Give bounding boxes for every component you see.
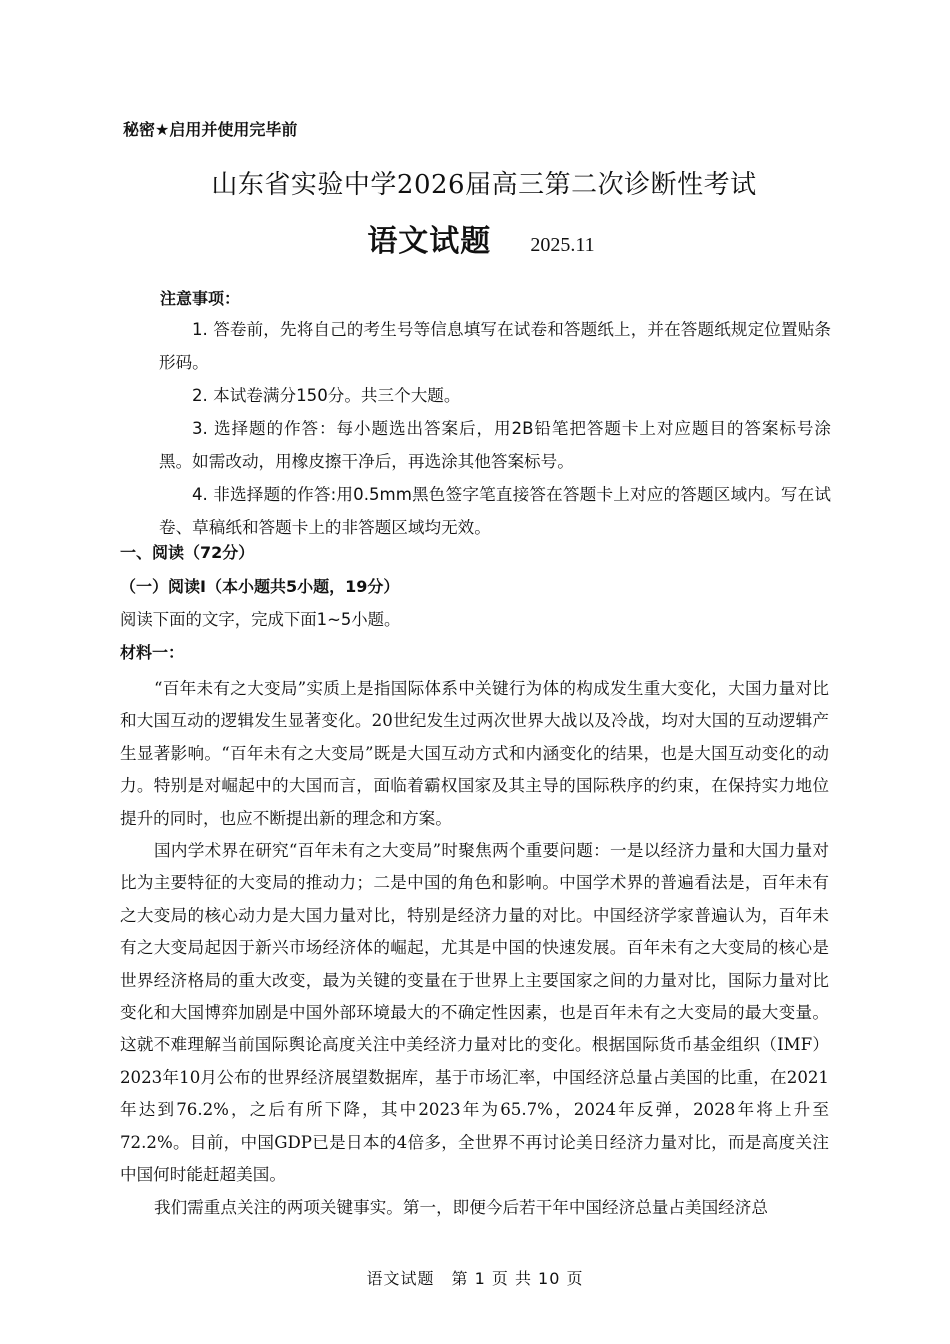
page-footer: 语文试题 第 1 页 共 10 页	[366, 1269, 584, 1288]
reading-instruction: 阅读下面的文字，完成下面1~5小题。	[120, 610, 401, 629]
exam-title: 山东省实验中学2026届高三第二次诊断性考试	[211, 170, 757, 200]
notice-item: 1. 答卷前，先将自己的考生号等信息填写在试卷和答题纸上，并在答题纸规定位置贴条形码。	[159, 320, 831, 372]
subject-title: 语文试题	[367, 224, 492, 259]
article-paragraph: “百年未有之大变局”实质上是指国际体系中关键行为体的构成发生重大变化，大国力量对比和大国互动的逻辑发生显著变化。20世纪发生过两次世界大战以及冷战，均对大国的互动逻辑产生显著影响。“百年未有之大变局”既是大国互动方式和内涵变化的结果，也是大国互动变化的动力。特别是对崛起中的大国而言，面临着霸权国家及其主导的国际秩序的约束，在保持实力地位提升的同时，也应不断提出新的理念和方案。	[120, 679, 829, 828]
article-body	[120, 673, 829, 1224]
material-label: 材料一：	[120, 643, 185, 662]
article-paragraph: 国内学术界在研究“百年未有之大变局”时聚焦两个重要问题：一是以经济力量和大国力量对比为主要特征的大变局的推动力；二是中国的角色和影响。中国学术界的普遍看法是，百年未有之大变局的核心动力是大国力量对比，特别是经济力量的对比。中国经济学家普遍认为，百年未有之大变局起因于新兴市场经济体的崛起，尤其是中国的快速发展。百年未有之大变局的核心是世界经济格局的重大改变，最为关键的变量在于世界上主要国家之间的力量对比，国际力量对比变化和大国博弈加剧是中国外部环境最大的不确定性因素，也是百年未有之大变局的最大变量。这就不难理解当前国际舆论高度关注中美经济力量对比的变化。根据国际货币基金组织（IMF）2023年10月公布的世界经济展望数据库，基于市场汇率，中国经济总量占美国的比重，在2021年达到76.2%，之后有所下降，其中2023年为65.7%，2024年反弹，2028年将上升至72.2%。目前，中国GDP已是日本的4倍多，全世界不再讨论美日经济力量对比，而是高度关注中国何时能赶超美国。	[120, 841, 829, 1185]
section-heading: 一、阅读（72分）	[120, 543, 255, 562]
notice-item: 2. 本试卷满分150分。共三个大题。	[192, 386, 461, 405]
notice-list	[159, 313, 831, 544]
notice-item: 3. 选择题的作答：每小题选出答案后，用2B铅笔把答题卡上对应题目的答案标号涂黑。如需改动，用橡皮擦干净后，再选涂其他答案标号。	[159, 419, 831, 471]
notice-title: 注意事项：	[160, 289, 241, 308]
confidentiality-label: 秘密★启用并使用完毕前	[123, 120, 298, 139]
part-heading: （一）阅读Ⅰ（本小题共5小题，19分）	[120, 577, 400, 596]
exam-date: 2025.11	[530, 234, 595, 256]
article-paragraph: 我们需重点关注的两项关键事实。第一，即便今后若干年中国经济总量占美国经济总	[154, 1197, 768, 1217]
notice-item: 4. 非选择题的作答:用0.5mm黑色签字笔直接答在答题卡上对应的答题区域内。写在试卷、草稿纸和答题卡上的非答题区域均无效。	[159, 485, 831, 537]
subject-line	[0, 216, 950, 260]
